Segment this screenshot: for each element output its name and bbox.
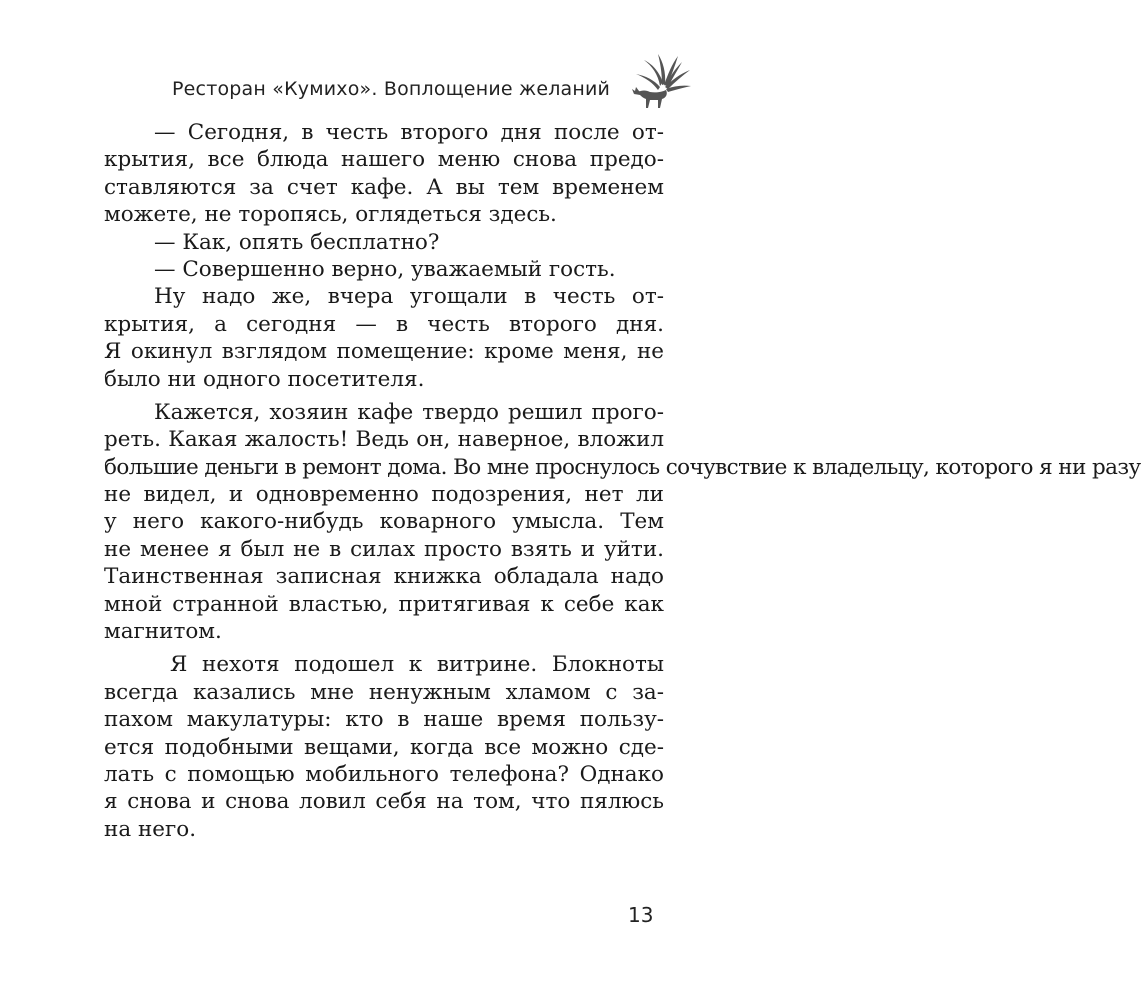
text-line: я снова и снова ловил себя на том, что пялюсь	[104, 789, 664, 815]
text-line: у него какого-нибудь коварного умысла. Тем	[104, 509, 664, 535]
text-line: большие деньги в ремонт дома. Во мне проснулось сочувствие к владельцу, которого я ни разу	[104, 454, 1141, 480]
nine-tailed-fox-icon	[630, 52, 692, 110]
text-line: Ну надо же, вчера угощали в честь от-	[154, 284, 664, 310]
page-number: 13	[628, 903, 654, 927]
text-line: можете, не торопясь, оглядеться здесь.	[104, 202, 557, 228]
body-text	[104, 119, 1141, 843]
text-line: крытия, все блюда нашего меню снова предо-	[104, 147, 664, 173]
text-line: Таинственная записная книжка обладала надо	[104, 564, 664, 590]
text-line: на него.	[104, 816, 197, 842]
text-line: крытия, а сегодня — в честь второго дня.	[104, 311, 664, 337]
text-line: ется подобными вещами, когда все можно сде-	[104, 734, 664, 760]
text-line: реть. Какая жалость! Ведь он, наверное, вложил	[104, 427, 664, 453]
text-line: — Сегодня, в честь второго дня после от-	[154, 120, 664, 145]
text-line: мной странной властью, притягивая к себе как	[104, 591, 664, 617]
text-line: Кажется, хозяин кафе твердо решил прого-	[154, 399, 664, 425]
text-line: лать с помощью мобильного телефона? Однако	[104, 761, 664, 787]
text-line: пахом макулатуры: кто в наше время пользу-	[104, 707, 664, 733]
text-line: Я окинул взглядом помещение: кроме меня, не	[104, 339, 664, 365]
text-line: — Как, опять бесплатно?	[154, 229, 440, 255]
text-line: всегда казались мне ненужным хламом с за-	[104, 679, 664, 705]
text-line: не видел, и одновременно подозрения, нет ли	[104, 482, 664, 508]
text-line: не менее я был не в силах просто взять и уйти.	[104, 536, 664, 562]
running-header-title: Ресторан «Кумихо». Воплощение желаний	[172, 78, 611, 100]
text-line: Я нехотя подошел к витрине. Блокноты	[170, 652, 664, 678]
text-line: магнитом.	[104, 619, 222, 645]
text-line: было ни одного посетителя.	[104, 366, 425, 392]
text-line: — Совершенно верно, уважаемый гость.	[154, 256, 616, 282]
running-header	[160, 72, 660, 108]
text-line: ставляются за счет кафе. А вы тем временем	[104, 174, 664, 200]
